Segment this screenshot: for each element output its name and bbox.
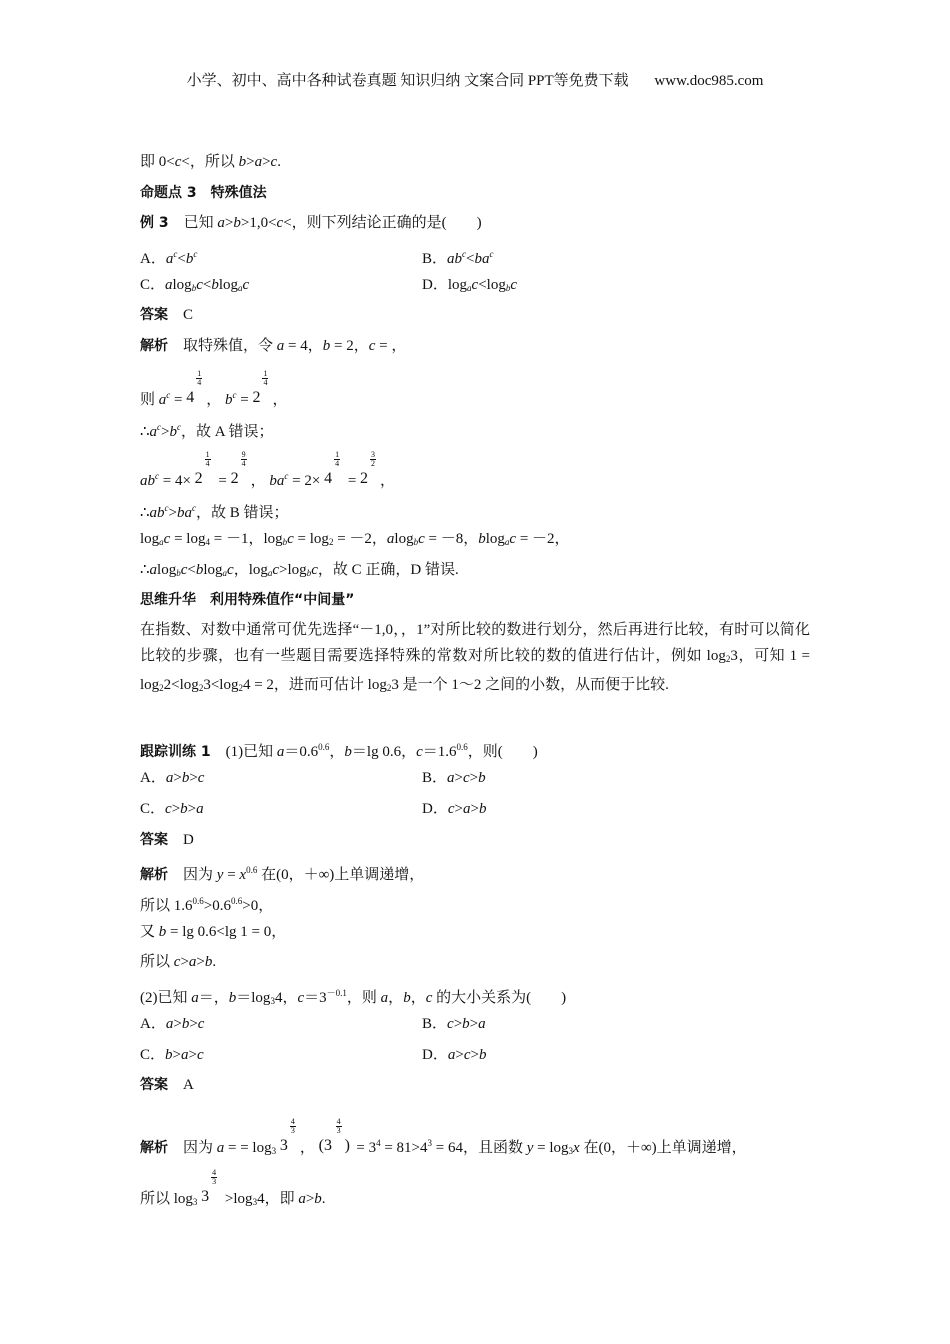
answer-value: C [183,307,194,323]
analysis-line: 解析 因为 $y = x^{0.6}$ 在(0，＋∞)上单调递增， [140,865,425,883]
analysis-line: $\log_ac = \log_4 = -1$，$\log_bc = \log_2 = -2$，alog$_b$c = －8，blog$_a$c = －2， [140,531,570,547]
analysis-line: 解析 因为 a = = $\log_3$ 3 4 3 ， (3 4 3 ) = $3^4 = 81>4^3 = 64$，且函数 $y = \log_3x$ 在(0，＋∞)上单调递增， [140,1117,747,1156]
answer-value: A [183,1077,194,1093]
example-3-question: 例 3 已知 a>b>1,0<c<，则下列结论正确的是( ) [140,215,482,231]
answer-label: 答案 [140,1077,168,1093]
section-heading: 命题点 3 特殊值法 [140,185,267,201]
header-title: 小学、初中、高中各种试卷真题 知识归纳 文案合同 PPT等免费下载 [186,73,629,89]
analysis-line: 又 b = lg 0.6<lg 1 = 0， [140,924,287,940]
analysis-line: 解析 取特殊值，令 a = 4，b = 2，c = ， [140,338,407,354]
option-c: C．c>b>a [140,801,204,817]
track-2-question: (2)已知 a＝，$b=\log_34$，$c=3^{-0.1}$，则 a，b，c 的大小关系为( ) [140,988,567,1006]
header-url: www.doc985.com [654,73,764,89]
option-d: D．c>a>b [422,801,487,817]
analysis-line: 所以 c>a>b. [140,954,217,970]
power-expression: 4 1 4 [324,450,340,487]
power-expression: 2 3 2 [360,450,376,487]
track-1-question: 跟踪训练 1 (1)已知 $a=0.6^{0.6}$，b＝lg 0.6，$c=1.6^{0.6}$，则( ) [140,742,538,760]
analysis-line: ∴alog$_b$c<blog$_a$c，$\log_ac>\log_bc$，故 C 正确，D 错误. [140,562,459,578]
analysis-line: $\therefore ab^c>ba^c$，故 B 错误； [140,503,289,521]
power-expression: 2 1 4 [252,369,268,406]
answer-line [140,1075,194,1095]
power-expression: 2 9 4 [230,450,246,487]
power-expression: 2 1 4 [194,450,210,487]
answer-line [140,305,193,325]
option-a: A．a>b>c [140,770,205,786]
answer-label: 答案 [140,307,168,323]
answer-label: 答案 [140,832,168,848]
option-b: B．$ab^c<ba^c$ [422,249,494,267]
analysis-line: $\therefore a^c>b^c$，故 A 错误； [140,422,274,440]
option-b: B．a>c>b [422,770,486,786]
answer-value: D [183,832,194,848]
power-expression: 3 4 3 [279,1117,295,1154]
power-expression: 3 4 3 [201,1168,217,1205]
answer-line [140,830,194,850]
analysis-line: 则 $a^c$ = 4 1 4 ， $b^c$ = 2 1 4 ， [140,369,288,408]
analysis-label: 解析 [140,338,168,354]
think-title: 思维升华 利用特殊值作“中间量” [140,592,355,608]
option-a: A．$a^c<b^c$ [140,249,198,267]
analysis-line: $ab^c = 4\times$ 2 1 4 = 2 9 4 ， $ba^c = 2\times$ 4 1 4 = 2 3 2 ， [140,450,396,489]
analysis-label: 解析 [140,867,168,883]
analysis-line: 所以 $1.6^{0.6}>0.6^{0.6}>0$， [140,896,274,914]
option-d: D．$\log_ac<\log_bc$ [422,277,517,293]
example-label: 例 3 [140,215,169,231]
analysis-line: 所以 $\log_3$ 3 4 3 $>\log_34$，即 a>b. [140,1168,326,1207]
option-d: D．a>c>b [422,1047,487,1063]
track-label: 跟踪训练 1 [140,744,211,760]
power-expression: 4 1 4 [186,369,202,406]
page-header [0,69,950,90]
think-body: 在指数、对数中通常可优先选择“－1,0，，1”对所比较的数进行划分，然后再进行比较，有时可以简化比较的步骤，也有一些题目需要选择特殊的常数对所比较的数的值进行估计，例如 $\log_23$，可知 $1 = \log_22<\log_23<\log_24 = 2$，进而可估计 $\log_23$ 是一个 1～2 之间的小数，从而便于比较. [140,622,811,693]
option-b: B．c>b>a [422,1016,486,1032]
option-a: A．a>b>c [140,1016,205,1032]
text-line: 即 0<c<，所以 b>a>c. [140,154,281,170]
option-c: C．b>a>c [140,1047,204,1063]
analysis-label: 解析 [140,1140,168,1156]
option-c: C．alog$_b$c<blog$_a$c [140,277,250,293]
power-expression: (3 4 3 ) [318,1117,350,1154]
